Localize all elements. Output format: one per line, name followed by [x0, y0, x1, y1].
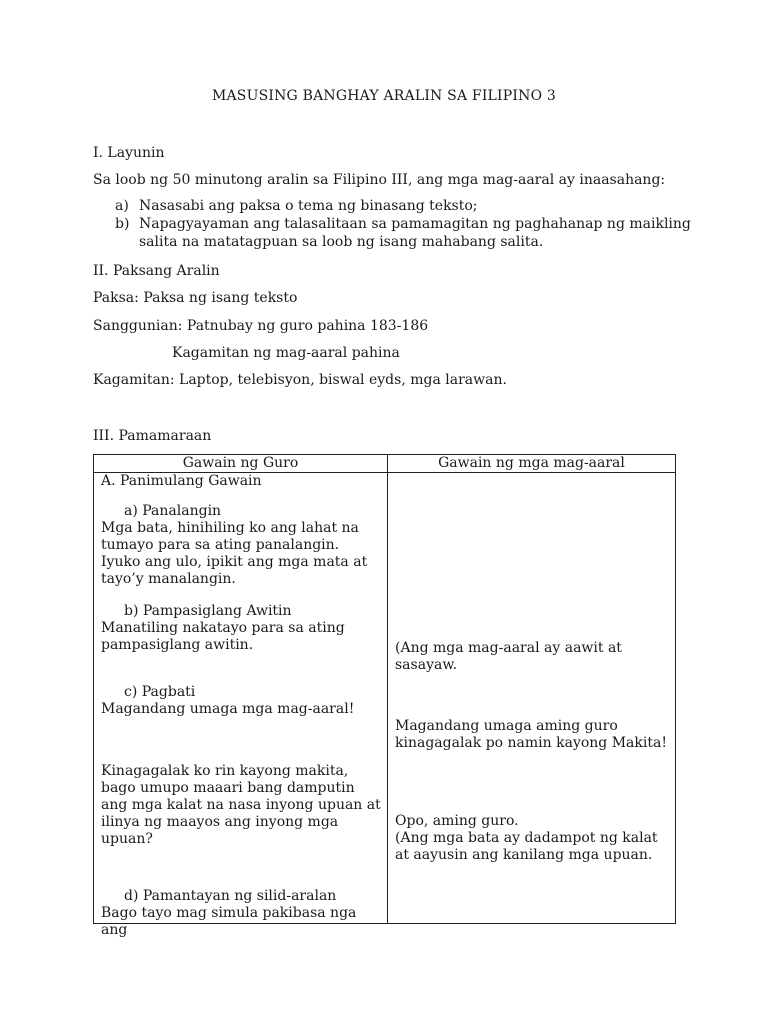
panalangin-text: Mga bata, hinihiling ko ang lahat na tumayo para sa ating panalangin. Iyuko ang ulo, ipikit ang mga mata at tayo’y manalangin. — [101, 520, 368, 587]
sanggunian-line: Sanggunian: Patnubay ng guro pahina 183-186 — [93, 318, 429, 334]
table-row — [94, 473, 676, 924]
paksang-aralin-heading: II. Paksang Aralin — [93, 263, 220, 279]
objective-text: Nasasabi ang paksa o tema ng binasang teksto; — [139, 198, 478, 214]
layunin-intro: Sa loob ng 50 minutong aralin sa Filipino III, ang mga mag-aaral ay inaasahang: — [93, 172, 666, 188]
pagbati-text: Magandang umaga mga mag-aaral! — [101, 701, 355, 717]
kalat-text: Kinagagalak ko rin kayong makita, bago umupo maaari bang damputin ang mga kalat na nasa inyong upuan at ilinya ng maayos ang inyong mga upuan? — [101, 763, 381, 847]
panimulang-gawain-heading: A. Panimulang Gawain — [101, 473, 262, 489]
objective-text-continued: salita na matatagpuan sa loob ng isang mahabang salita. — [139, 234, 544, 250]
column-header-guro: Gawain ng Guro — [94, 455, 388, 473]
opo-response: Opo, aming guro. — [395, 813, 519, 829]
pagbati-label: c) Pagbati — [124, 684, 196, 700]
layunin-heading: I. Layunin — [93, 145, 165, 161]
table-header-row — [94, 455, 676, 473]
awitin-label: b) Pampasiglang Awitin — [124, 603, 292, 619]
panalangin-label: a) Panalangin — [124, 503, 222, 519]
objectives-list — [115, 197, 691, 251]
dadampot-response: (Ang mga bata ay dadampot ng kalat at aayusin ang kanilang mga upuan. — [395, 830, 658, 863]
paksa-line: Paksa: Paksa ng isang teksto — [93, 290, 298, 306]
awit-response: (Ang mga mag-aaral ay aawit at sasayaw. — [395, 640, 622, 673]
document-title: MASUSING BANGHAY ARALIN SA FILIPINO 3 — [211, 88, 557, 104]
pamantayan-label: d) Pamantayan ng silid-aralan — [124, 888, 337, 904]
objective-item — [115, 197, 691, 215]
objective-marker: b) — [115, 216, 130, 232]
pamantayan-text: Bago tayo mag simula pakibasa nga ang — [101, 905, 357, 938]
bati-response: Magandang umaga aming guro kinagagalak po namin kayong Makita! — [395, 718, 667, 751]
objective-text: Napagyayaman ang talasalitaan sa pamamagitan ng paghahanap ng maikling — [139, 216, 691, 232]
guro-cell — [94, 473, 388, 938]
kagamitan-pahina-line: Kagamitan ng mag-aaral pahina — [172, 345, 400, 361]
objective-item — [115, 215, 691, 251]
mag-aaral-cell — [388, 473, 676, 924]
procedure-table — [93, 454, 676, 938]
pamamaraan-heading: III. Pamamaraan — [93, 428, 212, 444]
objective-marker: a) — [115, 198, 129, 214]
column-header-mag-aaral: Gawain ng mga mag-aaral — [388, 455, 676, 473]
awitin-text: Manatiling nakatayo para sa ating pampasiglang awitin. — [101, 620, 345, 653]
kagamitan-line: Kagamitan: Laptop, telebisyon, biswal eyds, mga larawan. — [93, 372, 507, 388]
